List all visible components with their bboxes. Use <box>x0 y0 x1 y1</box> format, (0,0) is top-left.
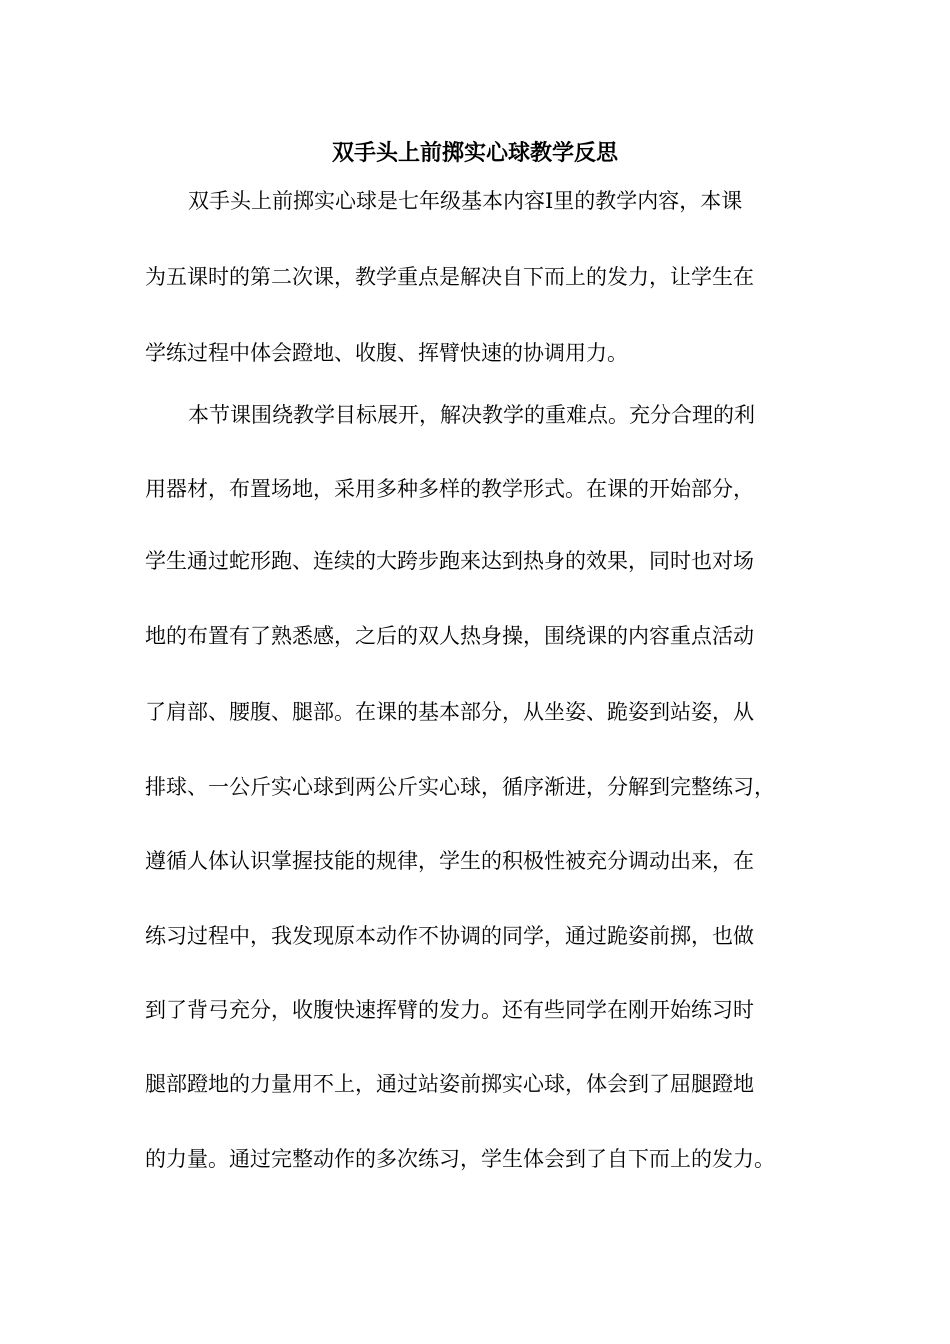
paragraph-2-line-6: 排球、一公斤实心球到两公斤实心球，循序渐进，分解到完整练习， <box>145 775 775 799</box>
paragraph-2-line-8: 练习过程中，我发现原本动作不协调的同学，通过跪姿前掷，也做 <box>145 924 754 948</box>
paragraph-2-line-9: 到了背弓充分，收腹快速挥臂的发力。还有些同学在刚开始练习时 <box>145 998 754 1022</box>
paragraph-2-line-7: 遵循人体认识掌握技能的规律，学生的积极性被充分调动出来，在 <box>145 849 754 873</box>
paragraph-1-line-3: 学练过程中体会蹬地、收腹、挥臂快速的协调用力。 <box>145 341 628 365</box>
document-title: 双手头上前掷实心球教学反思 <box>331 140 618 166</box>
paragraph-1-line-2: 为五课时的第二次课，教学重点是解决自下而上的发力，让学生在 <box>145 265 754 289</box>
paragraph-1-line-1: 双手头上前掷实心球是七年级基本内容Ⅰ里的教学内容，本课 <box>188 189 743 213</box>
paragraph-2-line-10: 腿部蹬地的力量用不上，通过站姿前掷实心球，体会到了屈腿蹬地 <box>145 1072 754 1096</box>
paragraph-2-line-4: 地的布置有了熟悉感，之后的双人热身操，围绕课的内容重点活动 <box>145 624 754 648</box>
paragraph-2-line-5: 了肩部、腰腹、腿部。在课的基本部分，从坐姿、跪姿到站姿，从 <box>145 700 754 724</box>
paragraph-2-line-1: 本节课围绕教学目标展开，解决教学的重难点。充分合理的利 <box>188 403 755 427</box>
paragraph-2-line-11: 的力量。通过完整动作的多次练习，学生体会到了自下而上的发力。 <box>145 1147 775 1171</box>
paragraph-2-line-2: 用器材，布置场地，采用多种多样的教学形式。在课的开始部分， <box>145 477 754 501</box>
paragraph-2-line-3: 学生通过蛇形跑、连续的大跨步跑来达到热身的效果，同时也对场 <box>145 549 754 573</box>
